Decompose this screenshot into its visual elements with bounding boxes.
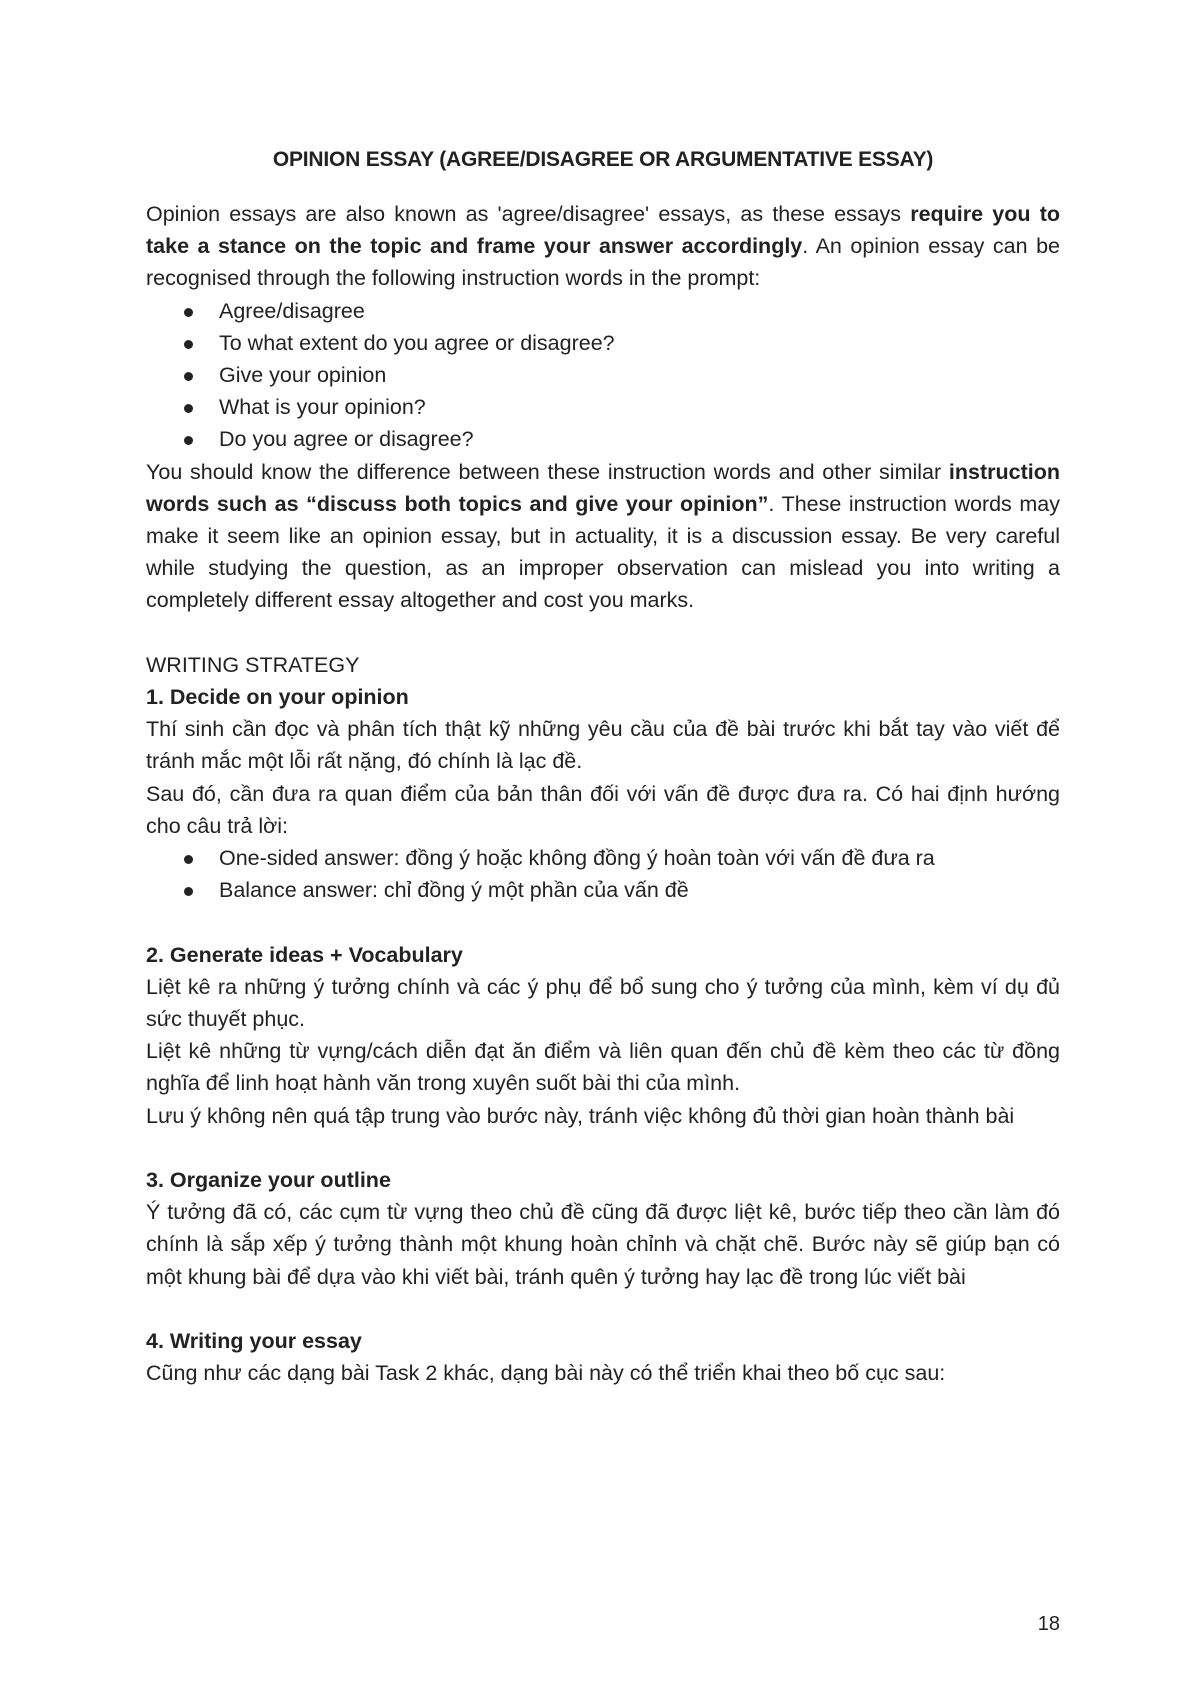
document-body	[146, 198, 1060, 1389]
intro-text-part2: . An opinion essay can be recognised through the following instruction words in the prompt:	[146, 234, 1060, 291]
difference-text-bold: instruction words such as “discuss both topics and give your opinion”	[146, 459, 1060, 516]
answer-types-list	[146, 842, 1060, 906]
section-heading: WRITING STRATEGY	[146, 652, 360, 677]
list-item-text: Balance answer: chỉ đồng ý một phần của vấn đề	[219, 878, 689, 903]
spacer	[146, 1132, 1060, 1164]
bullet-icon	[184, 308, 193, 317]
step4-heading: 4. Writing your essay	[146, 1329, 362, 1354]
intro-text-bold: require you to take a stance on the topic and frame your answer accordingly	[146, 202, 1060, 259]
bullet-icon	[184, 855, 193, 864]
step1-paragraph: Thí sinh cần đọc và phân tích thật kỹ những yêu cầu của đề bài trước khi bắt tay vào viết để tránh mắc một lỗi rất nặng, đó chính là lạc đề.	[146, 717, 1060, 774]
list-item-text: What is your opinion?	[219, 395, 426, 420]
step3-paragraph: Ý tưởng đã có, các cụm từ vựng theo chủ đề cũng đã được liệt kê, bước tiếp theo cần làm đó chính là sắp xếp ý tưởng thành một khung hoàn chỉnh và chặt chẽ. Bước này sẽ giúp bạn có một khung bài để dựa vào khi viết bài, tránh quên ý tưởng hay lạc đề trong lúc viết bài	[146, 1200, 1060, 1289]
page-number: 18	[1037, 1613, 1060, 1635]
step1-heading: 1. Decide on your opinion	[146, 685, 409, 710]
step2-paragraph: Lưu ý không nên quá tập trung vào bước này, tránh việc không đủ thời gian hoàn thành bài	[146, 1103, 1015, 1128]
intro-paragraph	[146, 198, 1060, 295]
difference-text-part1: You should know the difference between these instruction words and other similar	[146, 459, 949, 484]
list-item	[146, 874, 1060, 906]
list-item	[146, 842, 1060, 874]
difference-paragraph	[146, 456, 1060, 617]
step2-paragraph: Liệt kê những từ vựng/cách diễn đạt ăn điểm và liên quan đến chủ đề kèm theo các từ đồng nghĩa để linh hoạt hành văn trong xuyên suốt bài thi của mình.	[146, 1039, 1060, 1096]
intro-text-part1: Opinion essays are also known as 'agree/disagree' essays, as these essays	[146, 202, 911, 226]
spacer	[146, 617, 1060, 649]
list-item-text: Do you agree or disagree?	[219, 427, 474, 452]
step1-paragraph: Sau đó, cần đưa ra quan điểm của bản thân đối với vấn đề được đưa ra. Có hai định hướng cho câu trả lời:	[146, 781, 1060, 838]
list-item-text: One-sided answer: đồng ý hoặc không đồng ý hoàn toàn với vấn đề đưa ra	[219, 846, 935, 871]
list-item-text: Give your opinion	[219, 363, 387, 388]
step2-heading: 2. Generate ideas + Vocabulary	[146, 942, 463, 967]
list-item	[146, 295, 1060, 327]
list-item-text: To what extent do you agree or disagree?	[219, 330, 615, 355]
spacer	[146, 1293, 1060, 1325]
step4-paragraph: Cũng như các dạng bài Task 2 khác, dạng bài này có thể triển khai theo bố cục sau:	[146, 1361, 946, 1386]
step2-paragraph: Liệt kê ra những ý tưởng chính và các ý phụ để bổ sung cho ý tưởng của mình, kèm ví dụ đủ sức thuyết phục.	[146, 974, 1060, 1032]
list-item	[146, 423, 1060, 455]
document-page	[146, 0, 1060, 1697]
bullet-icon	[184, 404, 193, 413]
difference-text-part2: . These instruction words may make it seem like an opinion essay, but in actuality, it is a discussion essay. Be very careful while studying the question, as an improper observation can mislead you into writing a completely different essay altogether and cost you marks.	[146, 491, 1060, 613]
list-item	[146, 359, 1060, 391]
bullet-icon	[184, 340, 193, 349]
list-item	[146, 327, 1060, 359]
bullet-icon	[184, 436, 193, 445]
spacer	[146, 906, 1060, 938]
page-title: OPINION ESSAY (AGREE/DISAGREE OR ARGUMENTATIVE ESSAY)	[272, 148, 934, 171]
bullet-icon	[184, 372, 193, 381]
list-item	[146, 391, 1060, 423]
list-item-text: Agree/disagree	[219, 298, 365, 323]
instruction-words-list	[146, 295, 1060, 456]
step3-heading: 3. Organize your outline	[146, 1168, 391, 1193]
bullet-icon	[184, 887, 193, 896]
